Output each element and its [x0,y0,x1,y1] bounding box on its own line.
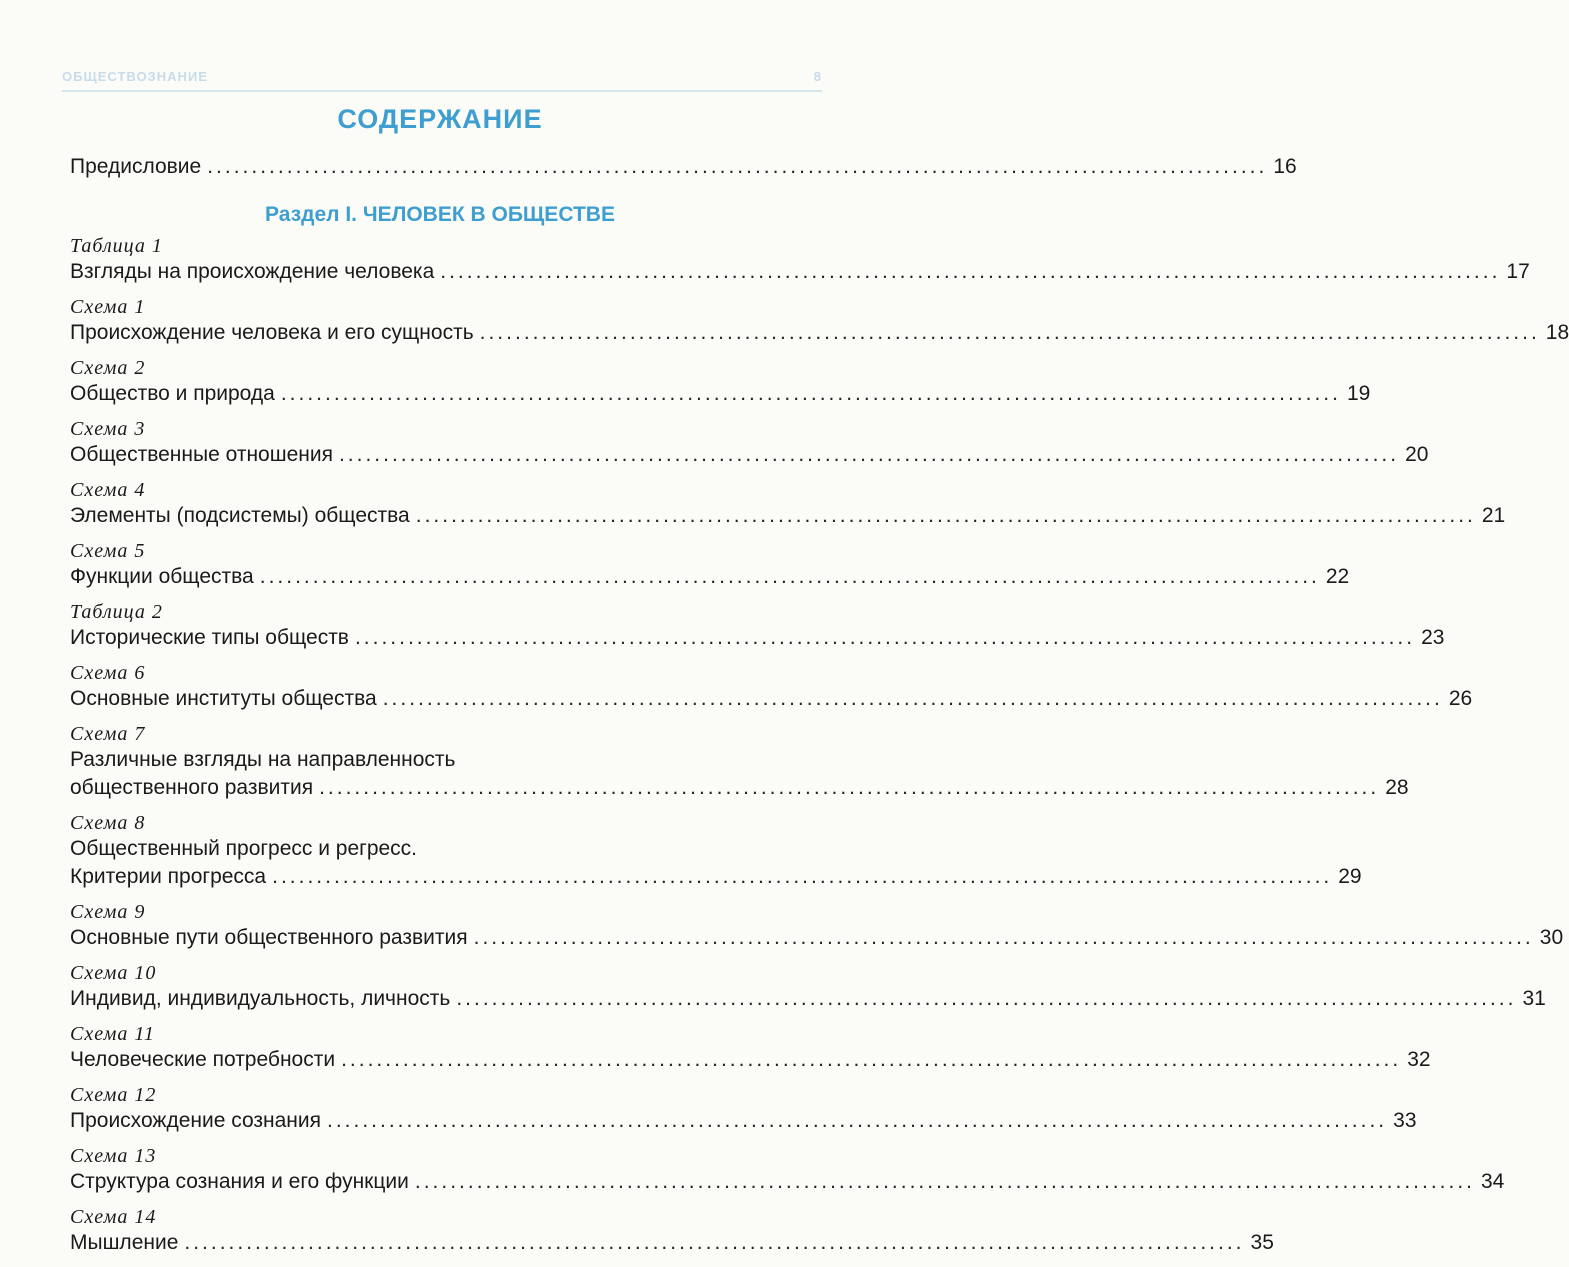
toc-entry-text: Функции общества [70,565,254,588]
toc-label: Схема 3 [70,418,146,440]
toc-entry-text: Предисловие [70,155,202,178]
toc-entry-text: Происхождение сознания [70,1109,321,1132]
toc-label: Таблица 1 [70,235,163,257]
toc-label: Схема 11 [70,1023,155,1045]
toc-page-number: 22 [1325,565,1350,588]
toc-entry-text: Мышление [70,1231,179,1254]
dot-leader: ........................................................................................................................ [473,926,1534,949]
toc-entry-text: Происхождение человека и его сущность [70,321,474,344]
toc-entry[interactable] [70,776,1409,812]
running-header-title: ОБЩЕСТВОЗНАНИЕ [62,68,208,84]
page-title: СОДЕРЖАНИЕ [337,104,543,134]
toc-entry-text: Структура сознания и его функции [70,1170,409,1193]
toc-entry[interactable] [70,382,1371,418]
dot-leader: ........................................................................................................................ [319,776,1380,799]
toc-entry-text: Различные взгляды на направленность [70,748,456,771]
toc-entry[interactable] [70,865,1362,901]
toc-entry-text: Индивид, индивидуальность, личность [70,987,451,1010]
toc-page-number: 21 [1481,504,1506,527]
toc-entry-text: общественного развития [70,776,314,799]
toc-page-number: 19 [1346,382,1371,405]
table-of-contents [70,155,1569,1267]
toc-entry[interactable] [70,1109,1417,1145]
dot-leader: ........................................................................................................................ [272,865,1333,888]
toc-page-number: 16 [1273,155,1297,178]
toc-page-number: 17 [1506,260,1530,283]
toc-page-number: 35 [1250,1231,1274,1254]
dot-leader: ........................................................................................................................ [280,382,1341,405]
toc-entries [70,235,1569,1267]
toc-page-number: 26 [1448,687,1473,710]
dot-leader: ........................................................................................................................ [184,1231,1245,1254]
toc-entry-text: Взгляды на происхождение человека [70,260,435,283]
toc-entry[interactable] [70,1170,1505,1206]
toc-entry-text: Исторические типы обществ [70,626,349,649]
header-rule [62,90,822,92]
toc-label: Схема 1 [70,296,146,318]
dot-leader: ........................................................................................................................ [414,1170,1475,1193]
toc-entry-text: Критерии прогресса [70,865,267,888]
toc-entry[interactable] [70,260,1530,296]
toc-entry-preface[interactable] [70,155,1297,191]
toc-entry-text: Общество и природа [70,382,275,405]
dot-leader: ........................................................................................................................ [415,504,1476,527]
toc-page-number: 30 [1539,926,1564,949]
toc-entry[interactable] [70,687,1473,723]
toc-label: Схема 12 [70,1084,157,1106]
toc-page-number: 29 [1338,865,1362,888]
running-header [62,66,822,86]
toc-page-number: 18 [1545,321,1569,344]
toc-entry-text: Общественные отношения [70,443,333,466]
toc-entry-text: Основные пути общественного развития [70,926,468,949]
toc-label: Схема 4 [70,479,146,501]
toc-label: Схема 13 [70,1145,157,1167]
toc-page-number: 33 [1393,1109,1417,1132]
toc-entry[interactable] [70,926,1564,962]
toc-label: Таблица 2 [70,601,163,623]
dot-leader: ........................................................................................................................ [207,155,1268,178]
toc-label: Схема 8 [70,812,146,834]
toc-page-number: 32 [1407,1048,1431,1071]
toc-page-number: 34 [1481,1170,1505,1193]
dot-leader: ........................................................................................................................ [354,626,1416,649]
toc-entry[interactable] [70,1048,1431,1084]
toc-entry[interactable] [70,321,1569,357]
toc-page-number: 28 [1385,776,1409,799]
toc-entry-text: Человеческие потребности [70,1048,336,1071]
toc-page-number: 23 [1421,626,1445,649]
dot-leader: ........................................................................................................................ [259,565,1320,588]
toc-label: Схема 10 [70,962,157,984]
toc-label: Схема 6 [70,662,146,684]
toc-label: Схема 2 [70,357,146,379]
running-header-page: 8 [813,68,822,84]
toc-entry[interactable] [70,626,1445,662]
dot-leader: ........................................................................................................................ [456,987,1517,1010]
toc-entry-text: Основные институты общества [70,687,377,710]
toc-entry[interactable] [70,987,1546,1023]
toc-label: Схема 5 [70,540,146,562]
toc-page-number: 20 [1405,443,1429,466]
section-heading: Раздел I. ЧЕЛОВЕК В ОБЩЕСТВЕ [265,203,615,226]
dot-leader: ........................................................................................................................ [341,1048,1402,1071]
toc-entry[interactable] [70,1231,1274,1267]
toc-entry[interactable] [70,504,1506,540]
toc-entry-text: Элементы (подсистемы) общества [70,504,410,527]
dot-leader: ........................................................................................................................ [382,687,1443,710]
toc-entry-text: Общественный прогресс и регресс. [70,837,418,860]
toc-label: Схема 7 [70,723,146,745]
dot-leader: ........................................................................................................................ [327,1109,1388,1132]
toc-label: Схема 14 [70,1206,157,1228]
toc-page-number: 31 [1522,987,1546,1010]
toc-label: Схема 9 [70,901,146,923]
dot-leader: ........................................................................................................................ [338,443,1400,466]
dot-leader: ........................................................................................................................ [440,260,1501,283]
toc-entry[interactable] [70,565,1350,601]
dot-leader: ........................................................................................................................ [479,321,1540,344]
toc-entry[interactable] [70,443,1429,479]
